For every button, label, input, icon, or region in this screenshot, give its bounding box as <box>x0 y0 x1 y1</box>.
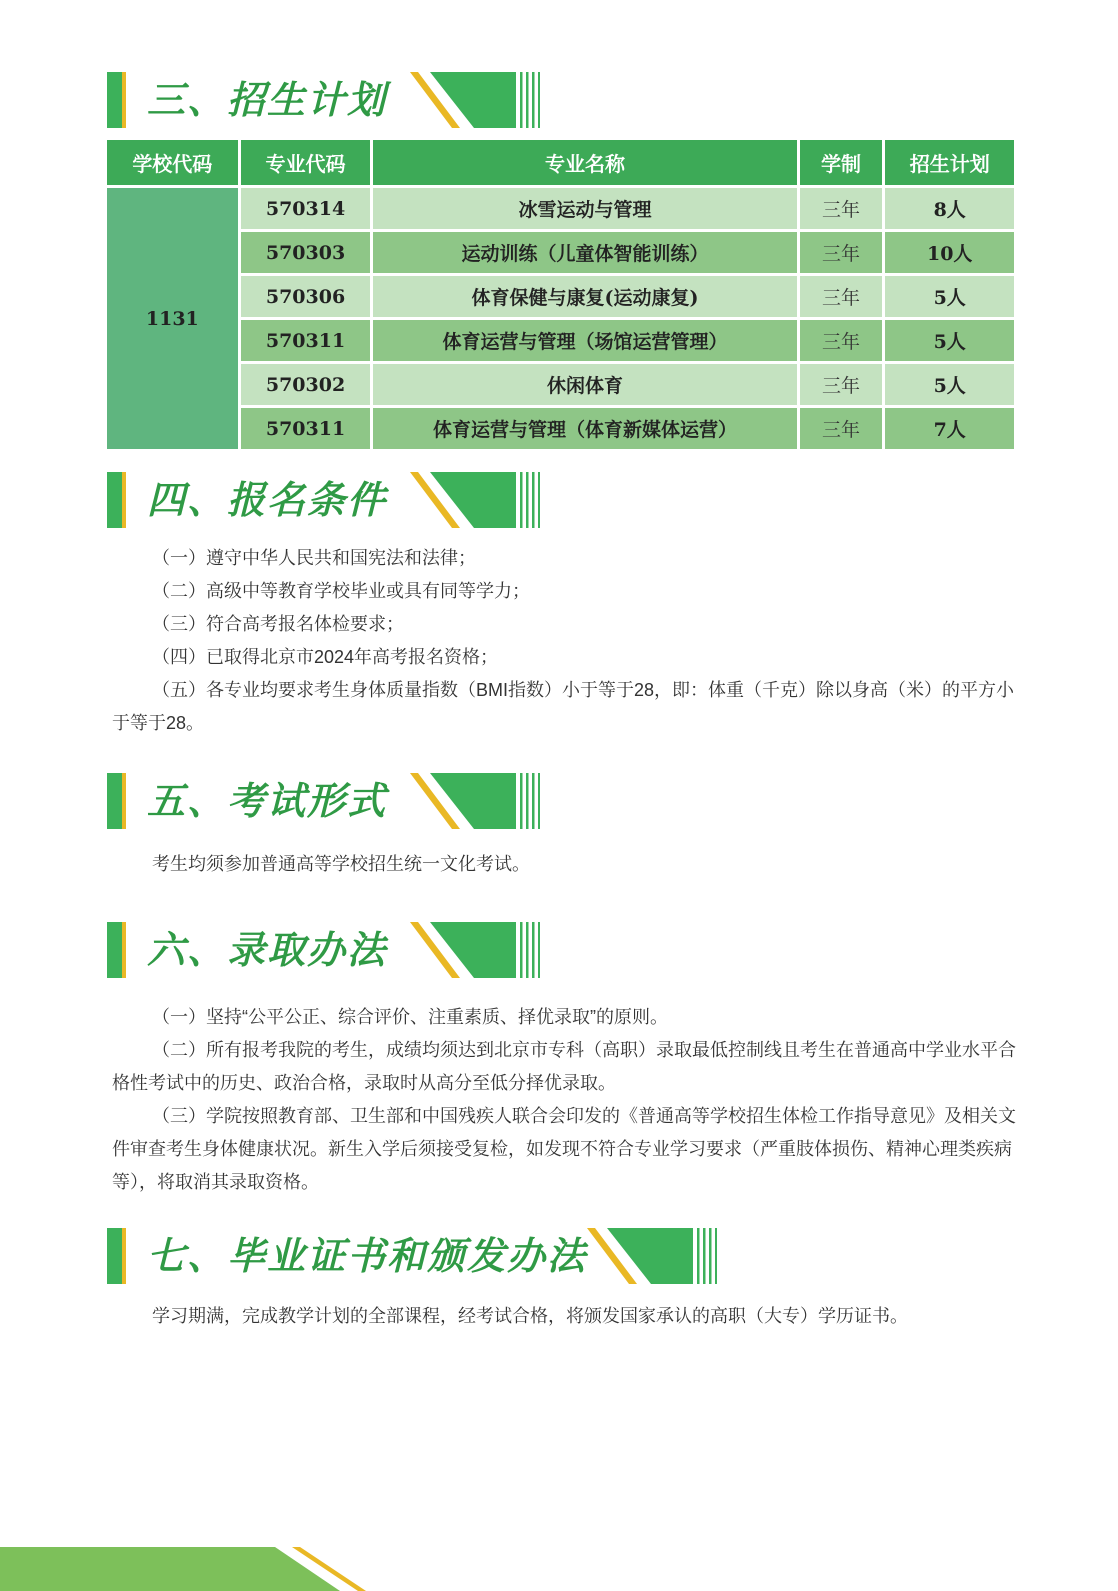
section-title: 四、报名条件 <box>147 478 388 522</box>
section-title: 六、录取办法 <box>147 928 388 972</box>
school-code-cell: 1131 <box>106 187 240 451</box>
major-name-cell: 冰雪运动与管理 <box>372 187 798 231</box>
major-code-cell: 570314 <box>239 187 372 231</box>
section-title: 三、招生计划 <box>147 78 388 122</box>
header-bar-decoration <box>107 773 122 829</box>
footer-slash-decoration-icon <box>292 1547 372 1591</box>
duration-cell: 三年 <box>798 231 884 275</box>
plan-cell: 10人 <box>884 231 1016 275</box>
major-code-cell: 570311 <box>239 407 372 451</box>
admission-item: （二）所有报考我院的考生，成绩均须达到北京市专科（高职）录取最低控制线且考生在普通高中学业水平合格性考试中的历史、政治合格，录取时从高分至低分择优录取。 <box>112 1040 1016 1093</box>
header-duration: 学制 <box>798 139 884 187</box>
major-name-cell: 休闲体育 <box>372 363 798 407</box>
requirement-item: （四）已取得北京市2024年高考报名资格； <box>152 647 499 667</box>
admission-item: （三）学院按照教育部、卫生部和中国残疾人联合会印发的《普通高等学校招生体检工作指导意见》及相关文件审查考生身体健康状况。新生入学后须接受复检，如发现不符合专业学习要求（严重肢体损伤、精神心理类疾病等），将取消其录取资格。 <box>112 1106 1016 1192</box>
exam-form-text: 考生均须参加普通高等学校招生统一文化考试。 <box>152 854 530 874</box>
table-row <box>106 319 1016 363</box>
plan-cell: 5人 <box>884 319 1016 363</box>
plan-cell: 5人 <box>884 363 1016 407</box>
major-name-cell: 体育运营与管理（场馆运营管理） <box>372 319 798 363</box>
table-row <box>106 363 1016 407</box>
major-code-cell: 570306 <box>239 275 372 319</box>
duration-cell: 三年 <box>798 275 884 319</box>
major-code-cell: 570303 <box>239 231 372 275</box>
header-stripe-decoration <box>122 773 126 829</box>
header-stripe-decoration <box>122 472 126 528</box>
duration-cell: 三年 <box>798 319 884 363</box>
major-name-cell: 运动训练（儿童体智能训练） <box>372 231 798 275</box>
plan-cell: 7人 <box>884 407 1016 451</box>
header-major-code: 专业代码 <box>239 139 372 187</box>
duration-cell: 三年 <box>798 363 884 407</box>
header-slash-decoration-icon <box>410 922 540 978</box>
plan-cell: 8人 <box>884 187 1016 231</box>
header-bar-decoration <box>107 72 122 128</box>
header-stripe-decoration <box>122 1228 126 1284</box>
table-row <box>106 275 1016 319</box>
certificate-text: 学习期满，完成教学计划的全部课程，经考试合格，将颁发国家承认的高职（大专）学历证书。 <box>152 1306 908 1326</box>
header-school-code: 学校代码 <box>106 139 240 187</box>
major-name-cell: 体育保健与康复(运动康复) <box>372 275 798 319</box>
footer-green-decoration <box>0 1547 340 1591</box>
header-slash-decoration-icon <box>410 72 540 128</box>
header-plan: 招生计划 <box>884 139 1016 187</box>
table-row <box>106 407 1016 451</box>
plan-cell: 5人 <box>884 275 1016 319</box>
header-bar-decoration <box>107 922 122 978</box>
header-slash-decoration-icon <box>410 472 540 528</box>
header-stripe-decoration <box>122 922 126 978</box>
header-bar-decoration <box>107 472 122 528</box>
major-code-cell: 570311 <box>239 319 372 363</box>
requirement-item: （一）遵守中华人民共和国宪法和法律； <box>152 548 476 568</box>
major-code-cell: 570302 <box>239 363 372 407</box>
section-title: 七、毕业证书和颁发办法 <box>147 1234 588 1278</box>
table-row <box>106 187 1016 231</box>
header-stripe-decoration <box>122 72 126 128</box>
requirement-item: （三）符合高考报名体检要求； <box>152 614 404 634</box>
requirement-item: （五）各专业均要求考生身体质量指数（BMI指数）小于等于28，即：体重（千克）除以身高（米）的平方小于等于28。 <box>112 680 1015 733</box>
table-header-row <box>106 139 1016 187</box>
header-slash-decoration-icon <box>587 1228 717 1284</box>
major-name-cell: 体育运营与管理（体育新媒体运营） <box>372 407 798 451</box>
header-major-name: 专业名称 <box>372 139 798 187</box>
header-slash-decoration-icon <box>410 773 540 829</box>
table-row <box>106 231 1016 275</box>
requirement-item: （二）高级中等教育学校毕业或具有同等学力； <box>152 581 530 601</box>
admission-item: （一）坚持“公平公正、综合评价、注重素质、择优录取”的原则。 <box>152 1007 668 1027</box>
header-bar-decoration <box>107 1228 122 1284</box>
duration-cell: 三年 <box>798 187 884 231</box>
enrollment-plan-table <box>104 137 1017 452</box>
section-title: 五、考试形式 <box>147 779 388 823</box>
duration-cell: 三年 <box>798 407 884 451</box>
